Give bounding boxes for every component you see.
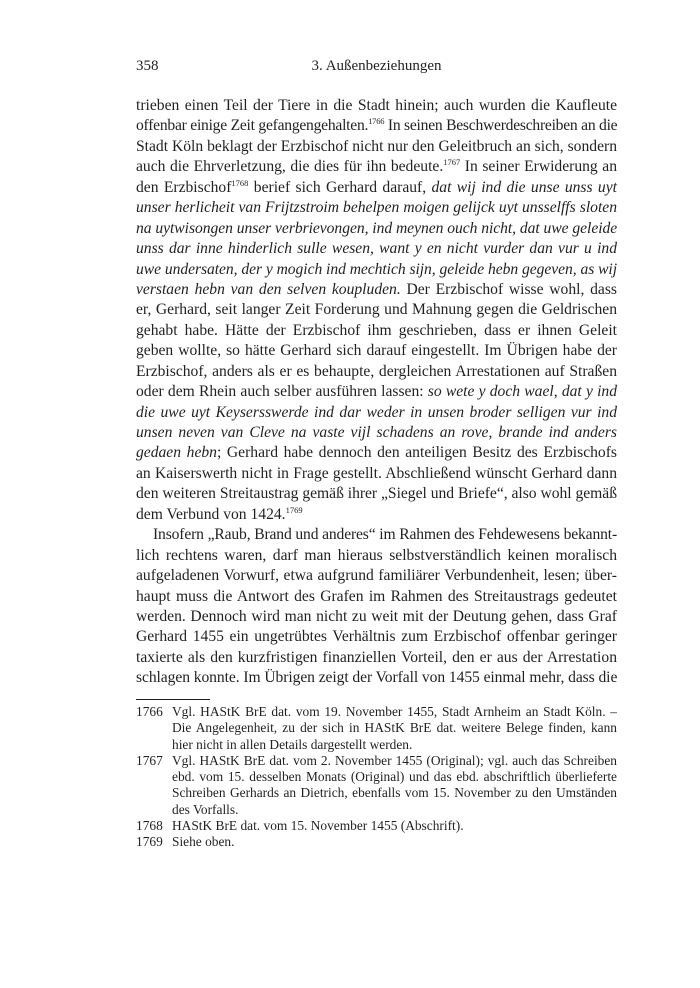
text-line [136,96,617,116]
text-line [136,137,617,157]
text-run: In seiner Erwiderung an [460,158,617,176]
footnote [136,704,617,753]
text-run: berief sich Gerhard darauf, [248,178,432,196]
footnote-number: 1768 [136,818,163,834]
footnote [136,753,617,818]
footnote-line: HAStK BrE dat. vom 15. November 1455 (Abschrift). [172,818,464,834]
text-run: schlagen konnte. Im Übrigen zeigt der Vorfall von 1455 einmal mehr, dass die [136,669,618,687]
text-line [136,178,617,198]
text-line [136,423,617,443]
text-run: Gerhard 1455 ein ungetrübtes Verhältnis zum Erzbischof offenbar geringer [136,628,617,646]
text-run: werden. Dennoch wird man nicht zu weit mit der Deutung gehen, dass Graf [136,607,617,625]
text-line [136,668,617,688]
footnote-text [172,834,617,850]
text-run: auch die Ehrverletzung, die dies für ihn bedeute. [136,158,444,176]
quoted-source-text: unss dar inne hinderlich sulle wesen, want y en nicht vurder dan vur u ind [136,240,617,258]
footnote-line: Vgl. HAStK BrE dat. vom 2. November 1455 (Original); vgl. auch das Schreiben [172,752,617,768]
text-run: den weiteren Streitaustrag gemäß ihrer „Siegel und Briefe“, also wohl gemäß [136,485,617,503]
text-line [136,116,617,136]
quoted-source-text: verstaen hebn van den selven koupluden. [136,280,401,298]
text-run: gehabt habe. Hätte der Erzbischof ihm geschrieben, dass er ihnen Geleit [136,321,617,339]
text-line [136,546,617,566]
text-run: Stadt Köln beklagt der Erzbischof nicht nur den Geleitbruch an sich, sondern [136,137,617,155]
page-number: 358 [136,58,159,74]
text-run: Der Erzbischof wisse wohl, dass [400,280,617,298]
text-line [136,587,617,607]
quoted-source-text: uwe undersaten, der y mogich ind mechtich sijn, geleide hebn gegeven, as wij [136,260,617,278]
footnote-number: 1767 [136,752,163,768]
text-line [136,280,617,300]
text-run: an Kaiserswerth nicht in Frage gestellt. Abschließend wünscht Gerhard dann [136,464,617,482]
footnote-reference: 1769 [285,504,303,515]
footnote [136,834,617,850]
text-line [136,219,617,239]
footnote-line: hier nicht in allen Details dargestellt werden. [172,736,413,752]
text-run: lich rechtens waren, darf man hieraus selbstverständlich keinen moralisch [136,546,617,564]
quoted-source-text: so wete y doch wael, dat y ind [427,383,617,401]
text-line [136,607,617,627]
text-line [136,321,617,341]
text-run: taxierte als den kurzfristigen finanziellen Vorteil, den er aus der Arrestation [136,648,617,666]
footnote-reference: 1766 [368,116,385,127]
text-run: Insofern „Raub, Brand und anderes“ im Rahmen des Fehdewesens bekannt- [153,526,617,544]
text-line [136,239,617,259]
text-run: trieben einen Teil der Tiere in die Stadt hinein; auch wurden die Kaufleute [136,97,617,114]
footnote-number: 1769 [136,834,163,850]
footnote-line: Siehe oben. [172,834,235,850]
text-line [136,341,617,361]
text-run: Erzbischof, anders als er es behaupte, dergleichen Arrestationen auf Straßen [136,362,617,380]
footnote [136,818,617,834]
text-line [136,464,617,484]
quoted-source-text: na uytwisongen unser verbrievongen, ind meynen ouch nicht, dat uwe geleide [136,219,618,237]
text-line [136,443,617,463]
running-head [136,58,617,80]
text-line [136,157,617,177]
text-line [136,382,617,402]
text-line [136,505,617,525]
text-run: oder dem Rhein auch selber ausführen lassen: [136,383,428,401]
text-run: offenbar einige Zeit gefangengehalten. [136,117,369,135]
footnote-line: des Vorfalls. [172,801,239,817]
footnote-text [172,704,617,753]
text-run: dem Verbund von 1424. [136,505,286,523]
chapter-title: 3. Außenbeziehungen [311,58,442,74]
footnotes [136,704,617,851]
quoted-source-text: dat wij ind die unse unss uyt [431,178,617,196]
text-run: haupt muss die Antwort des Grafen im Rahmen des Streitaustrags gedeutet [136,587,617,605]
footnote-line: ebd. vom 15. desselben Monats (Original) und das ebd. abschriftlich überlieferte [172,769,617,785]
text-line [136,484,617,504]
footnote-number: 1766 [136,704,163,719]
quoted-source-text: unser herlicheit van Frijtzstroim behelpen moigen gelijck uyt unsselffs sloten [136,199,617,217]
footnote-line: Vgl. HAStK BrE dat. vom 19. November 1455, Stadt Arnheim an Stadt Köln. – [172,704,617,719]
footnote-text [172,818,617,834]
footnote-text [172,753,617,818]
text-line [136,566,617,586]
text-run: aufgeladenen Vorwurf, etwa aufgrund familiärer Verbundenheit, lesen; über- [136,567,617,585]
body-text [136,96,617,689]
text-line [136,198,617,218]
text-line [136,260,617,280]
footnote-reference: 1767 [443,157,461,168]
quoted-source-text: gedaen hebn [136,444,217,462]
text-line [136,300,617,320]
text-line [136,627,617,647]
text-line [136,403,617,423]
text-line [136,648,617,668]
quoted-source-text: die uwe uyt Keysersswerde ind dar weder in unsen broder selligen vur ind [136,403,617,421]
text-line [136,525,617,545]
text-run: den Erzbischof [136,178,232,196]
text-run: er, Gerhard, seit langer Zeit Forderung und Mahnung gegen die Geldrischen [136,301,617,319]
text-run: geben wollte, so hätte Gerhard sich darauf eingestellt. Im Übrigen habe der [136,342,617,360]
footnote-line: Schreiben Gerhards an Dietrich, ebenfalls vom 15. November zu den Umständen [172,785,617,801]
text-line [136,362,617,382]
footnote-rule [136,699,210,700]
footnote-line: Die Angelegenheit, zu der sich in HAStK BrE dat. weitere Belege finden, kann [172,720,617,736]
text-run: ; Gerhard habe dennoch den anteiligen Besitz des Erzbischofs [216,444,617,462]
text-run: In seinen Beschwerdeschreiben an die [384,117,618,135]
footnote-reference: 1768 [231,177,249,188]
quoted-source-text: unsen neven van Cleve na vaste vijl schadens an rove, brande ind anders [136,424,617,441]
